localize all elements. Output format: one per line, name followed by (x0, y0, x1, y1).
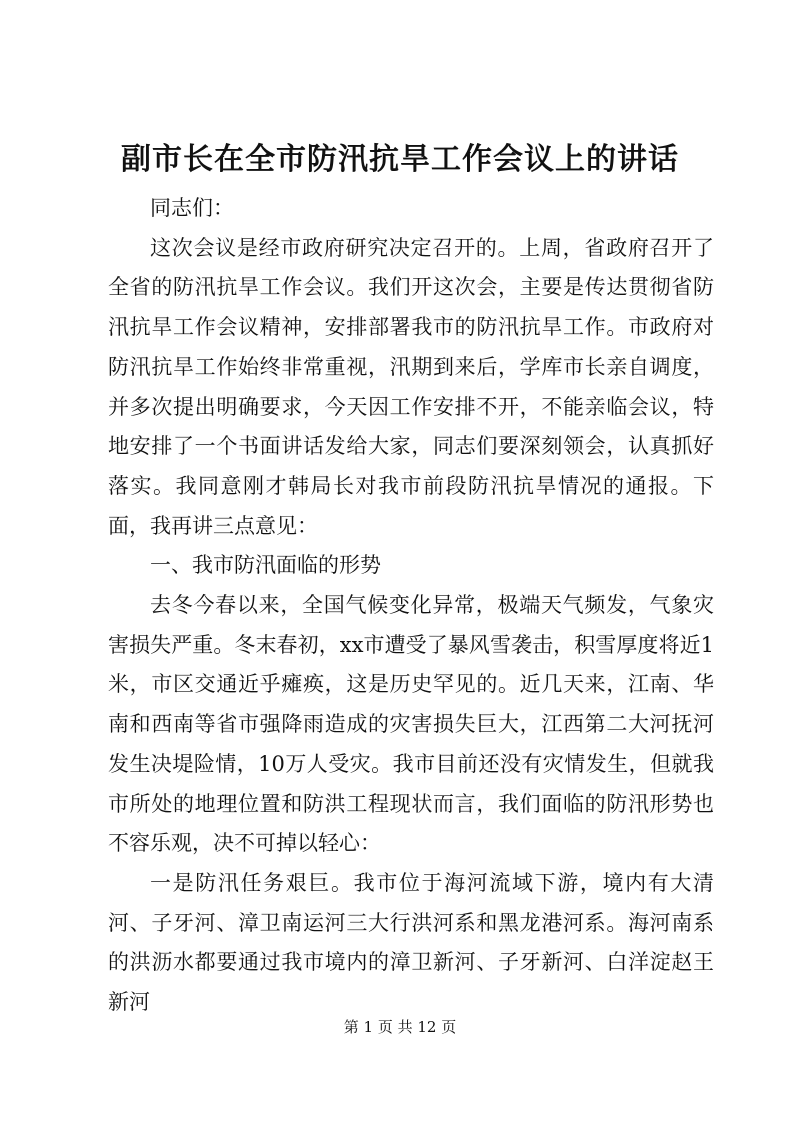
section-heading: 一、我市防汛面临的形势 (150, 553, 381, 578)
situation-paragraph: 去冬今春以来，全国气候变化异常，极端天气频发，气象灾害损失严重。冬末春初，xx市遭受了暴风雪袭击，积雪厚度将近1米，市区交通近乎瘫痪，这是历史罕见的。近几天来，江南、华南和西南等省市强降雨造成的灾害损失巨大，江西第二大河抚河发生决堤险情，10万人受灾。我市目前还没有灾情发生，但就我市所处的地理位置和防洪工程现状而言，我们面临的防汛形势也不容乐观，决不可掉以轻心： (108, 593, 714, 856)
intro-paragraph: 这次会议是经市政府研究决定召开的。上周，省政府召开了全省的防汛抗旱工作会议。我们开这次会，主要是传达贯彻省防汛抗旱工作会议精神，安排部署我市的防汛抗旱工作。市政府对防汛抗旱工作始终非常重视，汛期到来后，学库市长亲自调度，并多次提出明确要求，今天因工作安排不开，不能亲临会议，特地安排了一个书面讲话发给大家，同志们要深刻领会，认真抓好落实。我同意刚才韩局长对我市前段防汛抗旱情况的通报。下面，我再讲三点意见： (108, 235, 714, 538)
salutation-paragraph: 同志们： (150, 196, 234, 220)
document-title: 副市长在全市防汛抗旱工作会议上的讲话 (121, 142, 679, 177)
document-body (108, 189, 714, 1023)
page-number-footer: 第 1 页 共 12 页 (343, 1018, 457, 1036)
task-paragraph: 一是防汛任务艰巨。我市位于海河流域下游，境内有大清河、子牙河、漳卫南运河三大行洪河系和黑龙港河系。海河南系的洪沥水都要通过我市境内的漳卫新河、子牙新河、白洋淀赵王新河 (108, 870, 714, 1015)
